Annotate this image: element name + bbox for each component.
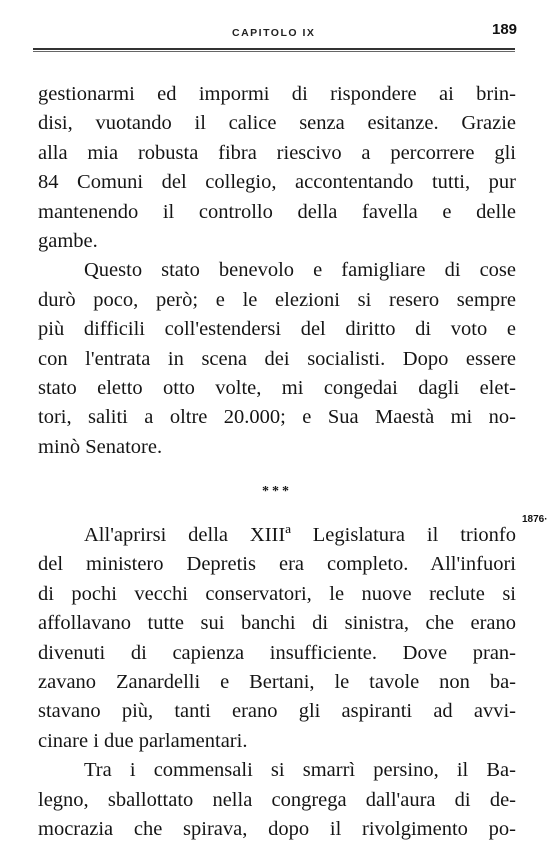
text-line: All'aprirsi della XIIIª Legislatura il trionfo xyxy=(84,524,516,547)
text-line: disi, vuotando il calice senza esitanze. Grazie xyxy=(38,112,516,135)
paragraph xyxy=(38,521,516,756)
text-line: stavano più, tanti erano gli aspiranti ad avvi- xyxy=(38,700,516,723)
text-line: gambe. xyxy=(38,229,98,252)
text-line: di pochi vecchi conservatori, le nuove reclute si xyxy=(38,582,516,605)
margin-year-note: 1876· xyxy=(522,514,548,525)
paragraph xyxy=(38,80,516,256)
text-line: affollavano tutte sui banchi di sinistra, che erano xyxy=(38,612,516,635)
text-line: divenuti di capienza insufficiente. Dove pran- xyxy=(38,641,516,664)
text-line: mocrazia che spirava, dopo il rivolgimento po- xyxy=(38,817,516,840)
text-line: cinare i due parlamentari. xyxy=(38,729,248,752)
text-line: alla mia robusta fibra riescivo a percorrere gli xyxy=(38,141,516,164)
text-line: legno, sballottato nella congrega dall'aura di de- xyxy=(38,788,516,811)
text-line: zavano Zanardelli e Bertani, le tavole non ba- xyxy=(38,671,516,694)
text-line: gestionarmi ed impormi di rispondere ai brin- xyxy=(38,83,516,105)
text-line: più difficili coll'estendersi del diritto di voto e xyxy=(38,318,516,341)
page-number: 189 xyxy=(492,21,518,38)
text-line: tori, saliti a oltre 20.000; e Sua Maestà mi no- xyxy=(38,406,516,429)
section-separator: *** xyxy=(262,484,292,500)
text-line: minò Senatore. xyxy=(38,435,163,458)
text-line: Questo stato benevolo e famigliare di cose xyxy=(84,259,516,282)
body-text xyxy=(38,80,516,844)
text-line: mantenendo il controllo della favella e delle xyxy=(38,200,516,223)
text-line: Tra i commensali si smarrì persino, il Ba- xyxy=(84,759,516,782)
header-rule-thin xyxy=(33,51,515,52)
text-line: del ministero Depretis era completo. All'infuori xyxy=(38,553,516,576)
text-line: con l'entrata in scena dei socialisti. Dopo essere xyxy=(38,347,516,370)
text-line: stato eletto otto volte, mi congedai dagli elet- xyxy=(38,376,516,399)
header-rule xyxy=(33,48,515,50)
paragraph xyxy=(38,756,516,844)
running-title: CAPITOLO IX xyxy=(232,27,316,39)
text-line: 84 Comuni del collegio, accontentando tutti, pur xyxy=(38,171,516,194)
page-header xyxy=(0,18,550,48)
paragraph xyxy=(38,256,516,462)
text-line: durò poco, però; e le elezioni si resero sempre xyxy=(38,288,516,311)
